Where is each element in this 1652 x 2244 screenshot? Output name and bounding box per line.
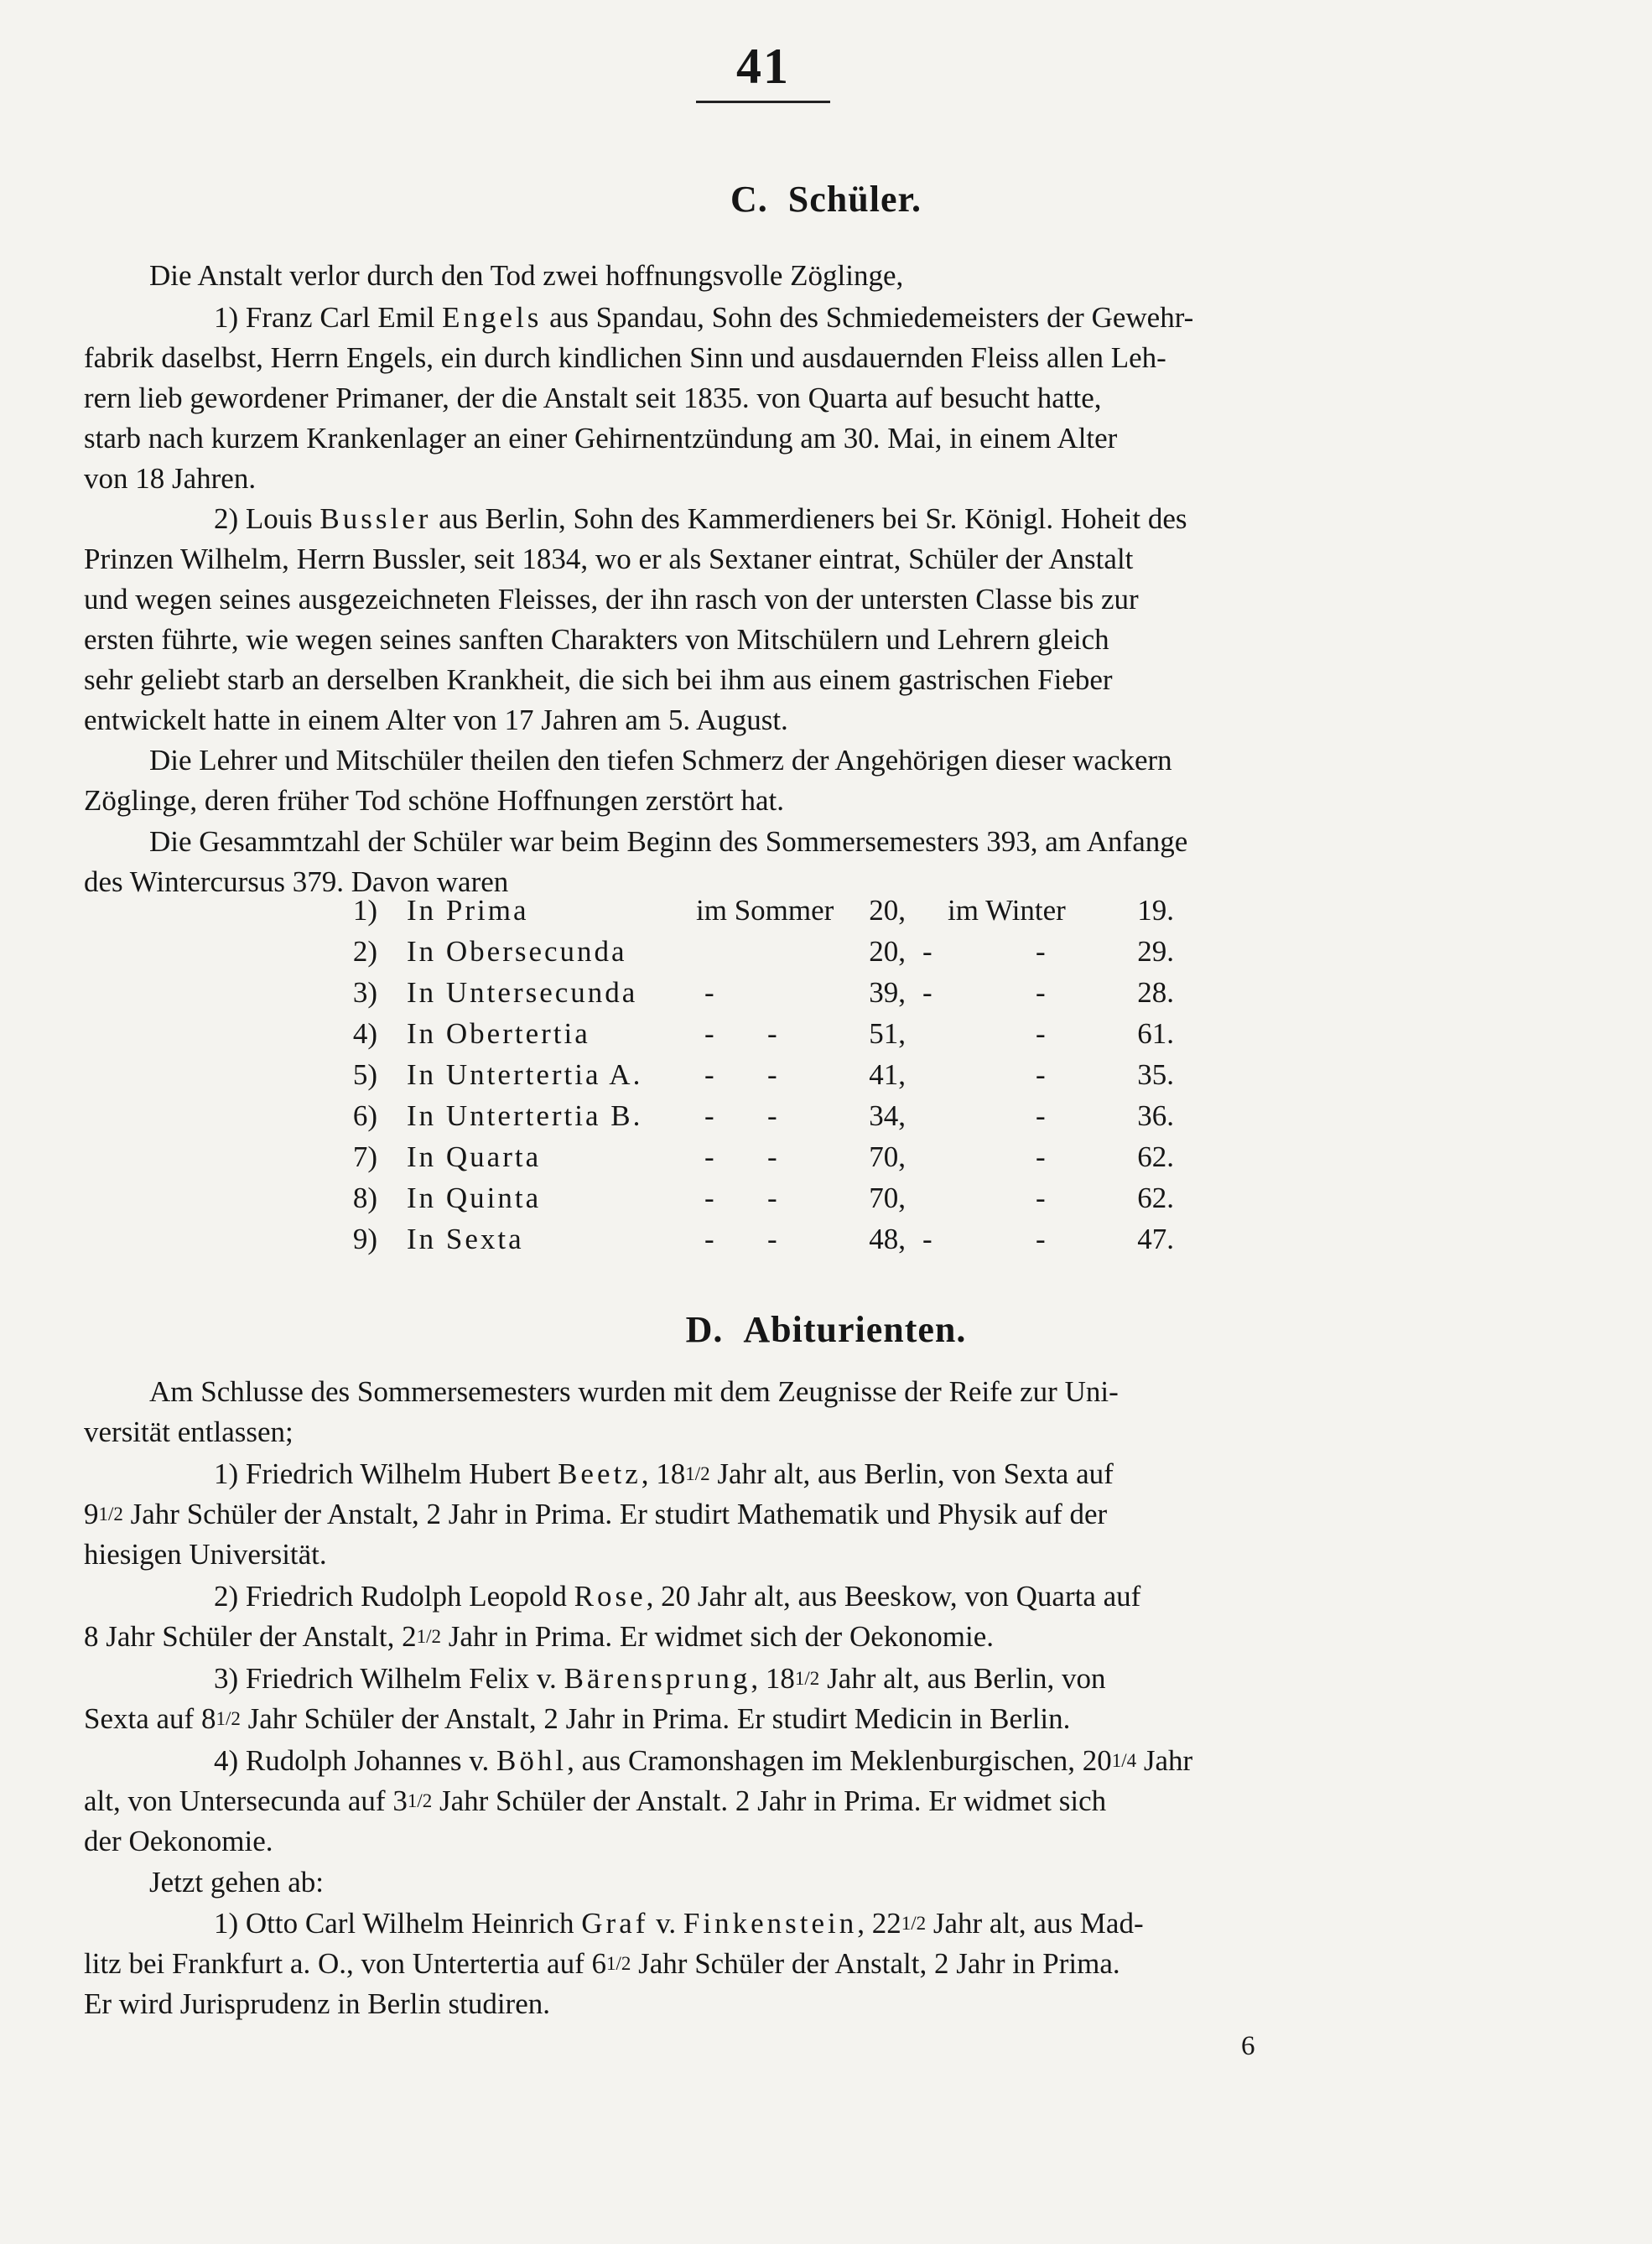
class-row: [344, 935, 1224, 976]
class-dash: -: [704, 1099, 714, 1132]
class-dash: -: [922, 1223, 932, 1255]
death1-line-2: fabrik daselbst, Herrn Engels, ein durch kindlichen Sinn und ausdauernden Fleiss allen Leh-: [84, 341, 1166, 374]
death1-name: Engels: [442, 301, 543, 334]
summer-count: 70,: [869, 1182, 906, 1214]
class-name: In Untertertia B.: [407, 1099, 643, 1132]
death2-line-3: und wegen seines ausgezeichneten Fleisses, der ihn rasch von der untersten Classe bis zur: [84, 583, 1139, 616]
class-dash: -: [704, 1058, 714, 1091]
abi1-text: 1) Friedrich Wilhelm Hubert: [214, 1457, 558, 1490]
class-name: In Quinta: [407, 1182, 542, 1214]
summer-count: 34,: [869, 1099, 906, 1132]
class-dash: -: [1036, 1182, 1046, 1214]
class-row: [344, 1223, 1224, 1264]
abi1-years-fraction: 1/2: [98, 1504, 123, 1525]
class-dash: -: [767, 1140, 777, 1173]
abi1-age: , 18: [641, 1457, 686, 1490]
abi1-text-2: Jahr Schüler der Anstalt, 2 Jahr in Prima. Er studirt Mathematik und Physik auf der: [122, 1498, 1108, 1530]
class-dash: -: [1036, 1058, 1046, 1091]
leave1-text-2: litz bei Frankfurt a. O., von Untertertia auf 6: [84, 1947, 606, 1980]
abi-intro-line-1: Am Schlusse des Sommersemesters wurden mit dem Zeugnisse der Reife zur Uni-: [149, 1375, 1119, 1408]
page-number: 41: [736, 39, 790, 94]
class-number: 5): [352, 1058, 377, 1091]
abi4-fraction: 1/2: [407, 1790, 433, 1811]
abi4-line-1: [214, 1741, 1568, 1780]
section-d-title: Abiturienten.: [743, 1309, 967, 1350]
abi1-years: 9: [84, 1498, 99, 1530]
class-dash: -: [767, 1099, 777, 1132]
abi-intro-line-2: versität entlassen;: [84, 1415, 294, 1448]
death1-line-1: [214, 298, 1568, 337]
death1-line-3: rern lieb gewordener Primaner, der die Anstalt seit 1835. von Quarta auf besucht hatte,: [84, 382, 1102, 414]
abi2-text-3: Jahr in Prima. Er widmet sich der Oekonomie.: [440, 1620, 995, 1653]
death2-text-rest: aus Berlin, Sohn des Kammerdieners bei Sr. Königl. Hoheit des: [431, 502, 1187, 535]
winter-label: im Winter: [948, 894, 1066, 927]
signature-mark: 6: [1241, 2031, 1255, 2061]
class-row: [344, 1099, 1224, 1140]
abi2-text: 2) Friedrich Rudolph Leopold: [214, 1580, 574, 1613]
leave1-title: Graf: [581, 1907, 649, 1940]
class-dash: -: [1036, 976, 1046, 1009]
leave1-line-1: [214, 1904, 1568, 1943]
class-number: 9): [352, 1223, 377, 1255]
class-number: 3): [352, 976, 377, 1009]
section-c-heading: [84, 178, 1568, 221]
class-number: 2): [352, 935, 377, 968]
abi2-line-2: [84, 1617, 1436, 1656]
summer-count: 41,: [869, 1058, 906, 1091]
class-dash: -: [767, 1223, 777, 1255]
abi3-text-rest: Jahr alt, aus Berlin, von: [819, 1662, 1106, 1695]
death2-line-4: ersten führte, wie wegen seines sanften Charakters von Mitschülern und Lehrern gleich: [84, 623, 1109, 656]
death2-line-1: [214, 499, 1568, 538]
class-dash: -: [1036, 935, 1046, 968]
section-d-heading: [84, 1308, 1568, 1351]
abi3-line-2: [84, 1699, 1436, 1738]
class-row: [344, 1058, 1224, 1099]
class-dash: -: [1036, 1223, 1046, 1255]
death2-text: 2) Louis: [214, 502, 320, 535]
section-c-title: Schüler.: [787, 179, 922, 220]
winter-count: 62.: [1137, 1182, 1174, 1214]
leave1-line-2: [84, 1944, 1436, 1983]
class-row: [344, 894, 1224, 935]
summer-label: im Sommer: [696, 894, 834, 927]
class-dash: -: [704, 976, 714, 1009]
abi1-line-2: [84, 1494, 1436, 1534]
abi4-text-2: , aus Cramonshagen im Meklenburgischen, 20: [567, 1744, 1112, 1777]
summer-count: 20,: [869, 935, 906, 968]
class-number: 8): [352, 1182, 377, 1214]
class-dash: -: [704, 1182, 714, 1214]
class-dash: -: [767, 1058, 777, 1091]
death2-name: Bussler: [319, 502, 432, 535]
class-name: In Obersecunda: [407, 935, 627, 968]
abi4-text-5: Jahr Schüler der Anstalt. 2 Jahr in Prima. Er widmet sich: [432, 1784, 1107, 1817]
class-name: In Sexta: [407, 1223, 524, 1255]
now-leaving-heading: Jetzt gehen ab:: [149, 1866, 324, 1899]
winter-count: 47.: [1137, 1223, 1174, 1255]
abi2-text-rest: , 20 Jahr alt, aus Beeskow, von Quarta auf: [646, 1580, 1141, 1613]
intro-line: Die Anstalt verlor durch den Tod zwei hoffnungsvolle Zöglinge,: [149, 259, 904, 292]
summer-count: 48,: [869, 1223, 906, 1255]
winter-count: 62.: [1137, 1140, 1174, 1173]
leave1-name: Finkenstein: [683, 1907, 858, 1940]
class-name: In Prima: [407, 894, 529, 927]
abi4-line-3: der Oekonomie.: [84, 1825, 273, 1857]
class-enrollment-table: [344, 894, 1224, 1264]
total-line-2: des Wintercursus 379. Davon waren: [84, 865, 509, 898]
class-row: [344, 976, 1224, 1017]
leave1-text-3: Jahr Schüler der Anstalt, 2 Jahr in Prima.: [631, 1947, 1120, 1980]
death1-text: 1) Franz Carl Emil: [214, 301, 443, 334]
class-dash: -: [922, 935, 932, 968]
class-name: In Untersecunda: [407, 976, 638, 1009]
class-row: [344, 1182, 1224, 1223]
abi3-text-3: Jahr Schüler der Anstalt, 2 Jahr in Prima. Er studirt Medicin in Berlin.: [240, 1702, 1071, 1735]
abi3-age: , 18: [751, 1662, 795, 1695]
winter-count: 29.: [1137, 935, 1174, 968]
summer-count: 70,: [869, 1140, 906, 1173]
class-dash: -: [1036, 1099, 1046, 1132]
death2-line-5: sehr geliebt starb an derselben Krankheit, die sich bei ihm aus einem gastrischen Fieber: [84, 663, 1113, 696]
class-dash: -: [922, 976, 932, 1009]
class-dash: -: [704, 1140, 714, 1173]
class-number: 6): [352, 1099, 377, 1132]
abi3-text-2: Sexta auf 8: [84, 1702, 216, 1735]
class-dash: -: [704, 1223, 714, 1255]
abi2-text-2: 8 Jahr Schüler der Anstalt, 2: [84, 1620, 417, 1653]
class-row: [344, 1140, 1224, 1182]
abi4-text-4: alt, von Untersecunda auf 3: [84, 1784, 408, 1817]
abi1-line-3: hiesigen Universität.: [84, 1538, 327, 1571]
death1-line-5: von 18 Jahren.: [84, 462, 257, 495]
abi4-text-3: Jahr: [1136, 1744, 1193, 1777]
abi4-age-fraction: 1/4: [1111, 1750, 1137, 1771]
class-dash: -: [1036, 1140, 1046, 1173]
section-d-letter: D.: [685, 1309, 724, 1350]
class-dash: -: [704, 1017, 714, 1050]
abi3-name: Bärensprung: [564, 1662, 751, 1695]
summer-count: 39,: [869, 976, 906, 1009]
abi1-line-1: [214, 1454, 1568, 1493]
death1-text-rest: aus Spandau, Sohn des Schmiedemeisters der Gewehr-: [542, 301, 1194, 334]
class-name: In Untertertia A.: [407, 1058, 643, 1091]
abi2-name: Rose: [574, 1580, 647, 1613]
class-number: 1): [352, 894, 377, 927]
page-number-rule: [696, 101, 830, 103]
summer-count: 51,: [869, 1017, 906, 1050]
abi1-text-rest: Jahr alt, aus Berlin, von Sexta auf: [709, 1457, 1114, 1490]
total-line-1: Die Gesammtzahl der Schüler war beim Beginn des Sommersemesters 393, am Anfange: [149, 825, 1188, 858]
death1-line-4: starb nach kurzem Krankenlager an einer Gehirnentzündung am 30. Mai, in einem Alter: [84, 422, 1118, 455]
winter-count: 35.: [1137, 1058, 1174, 1091]
winter-count: 19.: [1137, 894, 1174, 927]
leave1-particle: v.: [648, 1907, 683, 1940]
abi2-line-1: [214, 1577, 1568, 1616]
leave1-age-fraction: 1/2: [901, 1913, 927, 1934]
leave1-text-rest: Jahr alt, aus Mad-: [926, 1907, 1144, 1940]
abi3-fraction: 1/2: [216, 1708, 241, 1729]
winter-count: 28.: [1137, 976, 1174, 1009]
abi4-name: Böhl: [496, 1744, 568, 1777]
abi3-text: 3) Friedrich Wilhelm Felix v.: [214, 1662, 564, 1695]
leave1-line-3: Er wird Jurisprudenz in Berlin studiren.: [84, 1987, 551, 2020]
death2-line-6: entwickelt hatte in einem Alter von 17 Jahren am 5. August.: [84, 704, 788, 736]
leave1-text: 1) Otto Carl Wilhelm Heinrich: [214, 1907, 582, 1940]
section-c-letter: C.: [730, 179, 768, 220]
class-number: 7): [352, 1140, 377, 1173]
class-number: 4): [352, 1017, 377, 1050]
abi3-age-fraction: 1/2: [794, 1668, 820, 1689]
abi3-line-1: [214, 1659, 1568, 1698]
abi1-name: Beetz: [558, 1457, 642, 1490]
mourning-line-1: Die Lehrer und Mitschüler theilen den tiefen Schmerz der Angehörigen dieser wackern: [149, 744, 1172, 777]
leave1-fraction: 1/2: [606, 1953, 631, 1974]
class-row: [344, 1017, 1224, 1058]
death2-line-2: Prinzen Wilhelm, Herrn Bussler, seit 1834, wo er als Sextaner eintrat, Schüler der Anstalt: [84, 543, 1134, 575]
class-name: In Obertertia: [407, 1017, 590, 1050]
mourning-line-2: Zöglinge, deren früher Tod schöne Hoffnungen zerstört hat.: [84, 784, 785, 817]
abi4-line-2: [84, 1781, 1436, 1821]
summer-count: 20,: [869, 894, 906, 927]
winter-count: 36.: [1137, 1099, 1174, 1132]
class-dash: -: [767, 1017, 777, 1050]
winter-count: 61.: [1137, 1017, 1174, 1050]
abi1-age-fraction: 1/2: [685, 1463, 710, 1484]
class-dash: -: [767, 1182, 777, 1214]
abi4-text: 4) Rudolph Johannes v.: [214, 1744, 497, 1777]
leave1-age: , 22: [857, 1907, 901, 1940]
class-dash: -: [1036, 1017, 1046, 1050]
class-name: In Quarta: [407, 1140, 542, 1173]
abi2-fraction: 1/2: [416, 1626, 441, 1647]
